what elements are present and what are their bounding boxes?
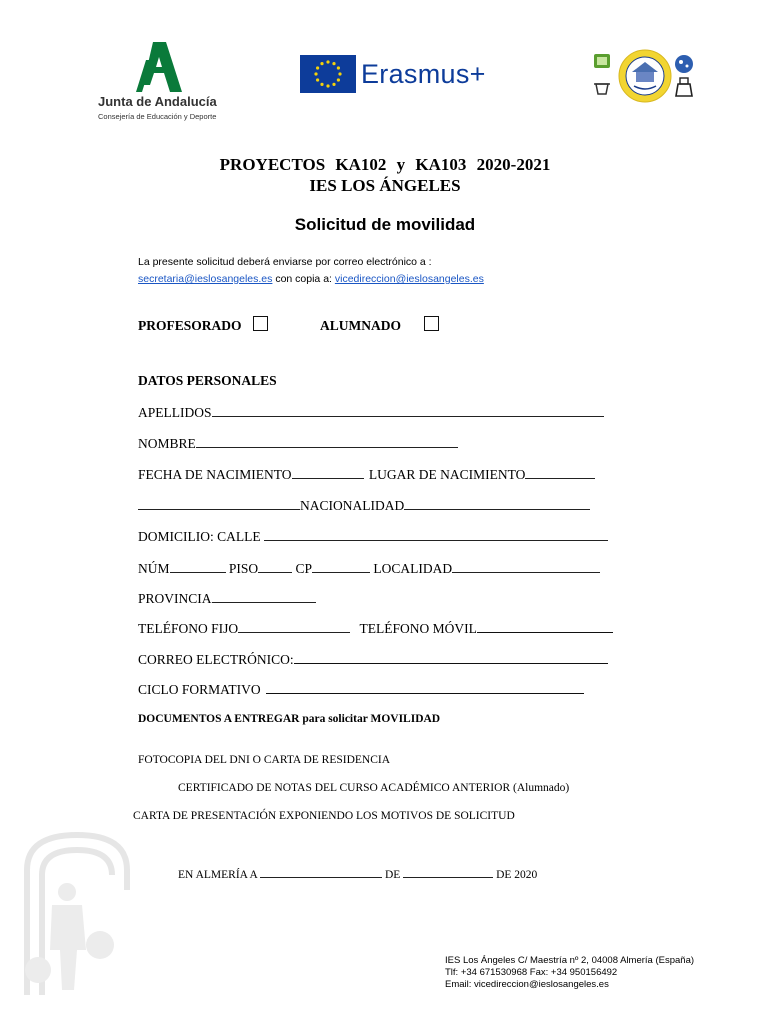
num-label: NÚM [138, 561, 170, 576]
telefono-movil-field[interactable] [477, 620, 613, 633]
profesorado-option [138, 316, 268, 334]
piso-label: PISO [228, 561, 259, 576]
domicilio-row [138, 528, 608, 545]
secretaria-email-link[interactable]: secretaria@ieslosangeles.es [138, 273, 273, 285]
signature-row [178, 867, 537, 881]
junta-title: Junta de Andalucía [98, 94, 217, 109]
ies-los-angeles-seal-icon [590, 42, 700, 112]
apellidos-row [138, 404, 604, 421]
profesorado-label: PROFESORADO [138, 318, 242, 333]
ciclo-row [138, 681, 584, 698]
provincia-label: PROVINCIA [138, 591, 212, 606]
correo-row [138, 651, 608, 668]
erasmus-wordmark: Erasmus+ [361, 59, 486, 89]
nacionalidad-label: NACIONALIDAD [300, 498, 405, 513]
de-year-label: DE 2020 [496, 869, 538, 881]
direccion-row [138, 560, 600, 577]
page-title: Solicitud de movilidad [294, 215, 476, 234]
documentos-heading: DOCUMENTOS A ENTREGAR para solicitar MOVILIDAD [138, 713, 441, 725]
lugar-nacimiento-continued-field[interactable] [138, 497, 300, 510]
junta-subtitle: Consejería de Educación y Deporte [98, 112, 217, 121]
telefono-row [138, 620, 613, 637]
ciclo-field[interactable] [266, 681, 584, 694]
lugar-nacimiento-field[interactable] [525, 466, 595, 479]
footer-address: IES Los Ángeles C/ Maestría nº 2, 04008 Almería (España) [445, 955, 695, 966]
nacionalidad-row [138, 497, 590, 514]
lugar-nacimiento-label: LUGAR DE NACIMIENTO [368, 467, 526, 482]
nombre-field[interactable] [196, 435, 458, 448]
cp-label: CP [295, 561, 313, 576]
piso-field[interactable] [258, 560, 292, 573]
domicilio-label: DOMICILIO: CALLE [138, 529, 261, 544]
telefono-fijo-label: TELÉFONO FIJO [138, 621, 239, 636]
erasmus-logo [300, 55, 490, 95]
ciclo-label: CICLO FORMATIVO [138, 682, 261, 697]
nombre-row [138, 435, 458, 452]
project-title: PROYECTOS KA102 y KA103 2020-2021 [219, 155, 551, 174]
eu-flag-icon [300, 55, 356, 93]
provincia-field[interactable] [212, 590, 316, 603]
fecha-nacimiento-label: FECHA DE NACIMIENTO [138, 467, 292, 482]
alumnado-checkbox[interactable] [424, 316, 439, 331]
datos-personales-heading: DATOS PERSONALES [138, 373, 277, 388]
footer-email: Email: vicedireccion@ieslosangeles.es [445, 979, 609, 990]
mes-field[interactable] [403, 867, 493, 878]
telefono-fijo-field[interactable] [238, 620, 350, 633]
apellidos-label: APELLIDOS [138, 405, 212, 420]
fecha-nacimiento-field[interactable] [292, 466, 364, 479]
telefono-movil-label: TELÉFONO MÓVIL [359, 621, 477, 636]
dia-field[interactable] [260, 867, 382, 878]
calle-field[interactable] [264, 528, 608, 541]
correo-field[interactable] [294, 651, 608, 664]
alumnado-label: ALUMNADO [320, 318, 401, 333]
apellidos-field[interactable] [212, 404, 604, 417]
documento-item-dni: FOTOCOPIA DEL DNI O CARTA DE RESIDENCIA [138, 754, 391, 766]
provincia-row [138, 590, 316, 607]
profesorado-checkbox[interactable] [253, 316, 268, 331]
junta-logo-mark [98, 40, 233, 100]
junta-logo [98, 40, 233, 130]
nacionalidad-field[interactable] [404, 497, 590, 510]
nombre-label: NOMBRE [138, 436, 196, 451]
documento-item-notas: CERTIFICADO DE NOTAS DEL CURSO ACADÉMICO ANTERIOR (Alumnado) [178, 782, 570, 794]
documento-item-carta: CARTA DE PRESENTACIÓN EXPONIENDO LOS MOTIVOS DE SOLICITUD [133, 810, 515, 822]
vicedireccion-email-link[interactable]: vicedireccion@ieslosangeles.es [334, 273, 484, 285]
cp-field[interactable] [312, 560, 370, 573]
junta-watermark-icon [22, 830, 132, 1000]
de-label: DE [384, 869, 401, 881]
instructions-text: La presente solicitud deberá enviarse por correo electrónico a : [138, 256, 432, 268]
localidad-label: LOCALIDAD [373, 561, 453, 576]
num-field[interactable] [170, 560, 226, 573]
alumnado-option [320, 316, 439, 334]
copy-text: con copia a: [275, 273, 332, 285]
nacimiento-row [138, 466, 595, 483]
instructions-emails [138, 273, 484, 285]
localidad-field[interactable] [452, 560, 600, 573]
correo-label: CORREO ELECTRÓNICO: [138, 652, 294, 667]
school-logo [590, 42, 700, 112]
school-title: IES LOS ÁNGELES [309, 176, 461, 195]
footer-phones: Tlf: +34 671530968 Fax: +34 950156492 [445, 967, 618, 978]
en-almeria-label: EN ALMERÍA A [178, 869, 258, 881]
